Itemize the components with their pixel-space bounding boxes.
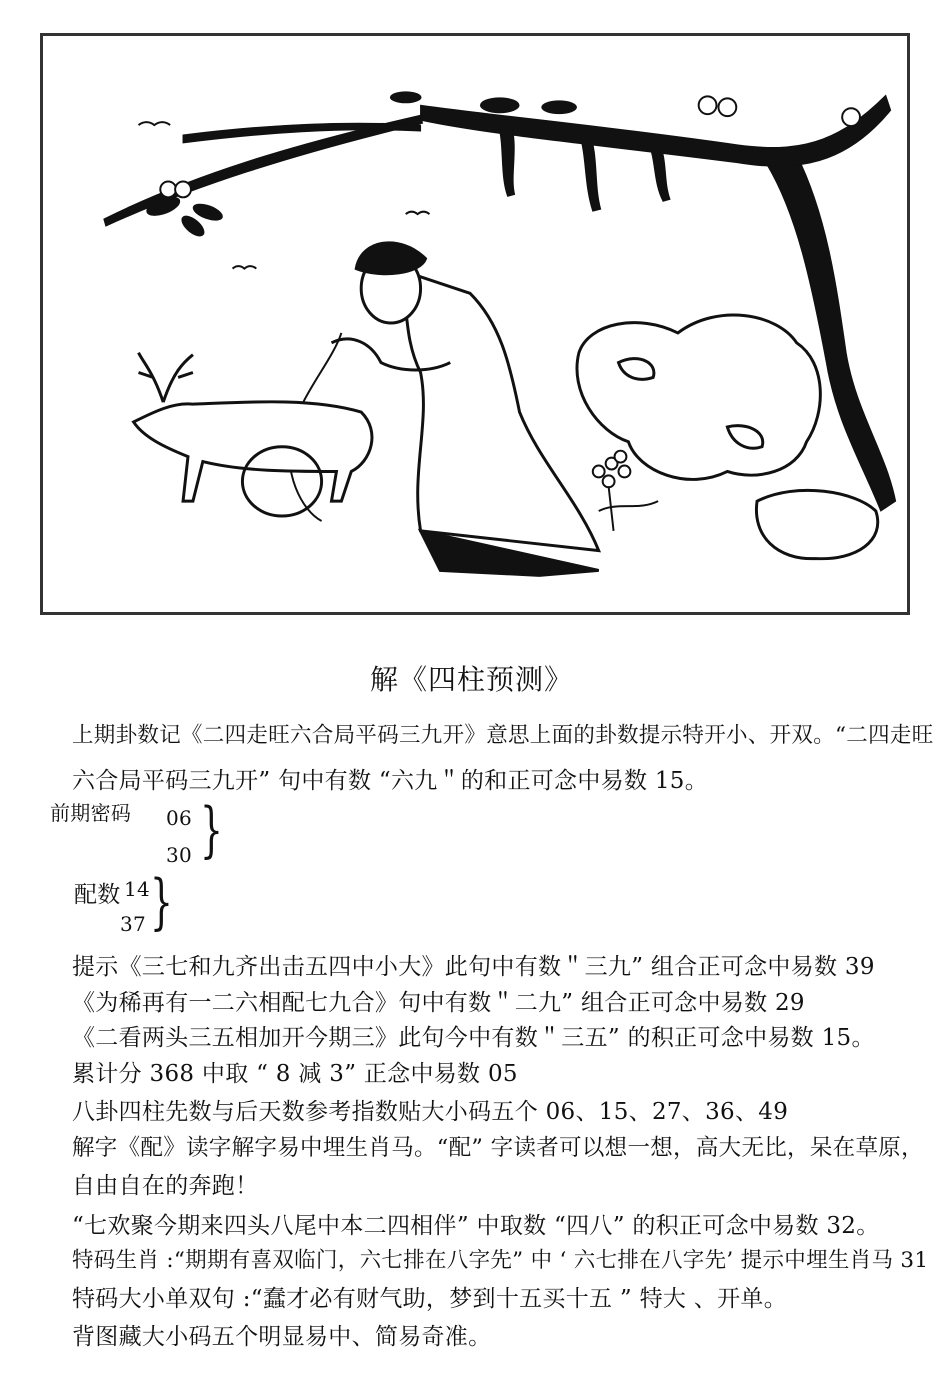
text-line: 自由自在的奔跑！ bbox=[72, 1173, 259, 1199]
pairing-code-1: 14 bbox=[124, 877, 151, 901]
text-line: 特码大小单双句 :“蠢才必有财气助，梦到十五买十五 ” 特大 、开单。 bbox=[72, 1286, 788, 1312]
text-line: 累计分 368 中取 “ 8 减 3” 正念中易数 05 bbox=[72, 1061, 518, 1087]
text-line: 提示《三七和九齐出击五四中小大》此句中有数＂三九” 组合正可念中易数 39 bbox=[72, 954, 875, 980]
pairing-label: 配数 bbox=[74, 882, 121, 908]
intro-line-2: 六合局平码三九开” 句中有数 “六九＂的和正可念中易数 15。 bbox=[72, 768, 709, 794]
text-line: 《为稀再有一二六相配七九合》句中有数＂二九” 组合正可念中易数 29 bbox=[72, 990, 805, 1016]
text-line: 《二看两头三五相加开今期三》此句今中有数＂三五” 的积正可念中易数 15。 bbox=[72, 1025, 875, 1051]
previous-code-1: 06 bbox=[166, 806, 193, 830]
deer bbox=[134, 353, 372, 516]
page-title: 解《四柱预测》 bbox=[369, 663, 573, 696]
intro-line-1: 上期卦数记《二四走旺六合局平码三九开》意思上面的卦数提示特开小、开双。“二四走旺 bbox=[72, 723, 934, 748]
woman-with-deer-illustration bbox=[43, 36, 907, 612]
text-line: “七欢聚今期来四头八尾中本二四相伴” 中取数 “四八” 的积正可念中易数 32。 bbox=[72, 1213, 880, 1239]
text-line: 背图藏大小码五个明显易中、简易奇准。 bbox=[72, 1324, 492, 1350]
flowers bbox=[593, 451, 631, 488]
previous-code-2: 30 bbox=[166, 843, 193, 867]
text-line: 八卦四柱先数与后天数参考指数贴大小码五个 06、15、27、36、49 bbox=[72, 1099, 789, 1125]
previous-brace: } bbox=[200, 795, 223, 865]
pairing-code-2: 37 bbox=[120, 912, 147, 936]
text-line: 特码生肖 :“期期有喜双临门，六七排在八字先” 中 ‘ 六七排在八字先’ 提示中埋生肖马 31 bbox=[72, 1248, 929, 1273]
pairing-brace: } bbox=[150, 867, 173, 937]
text-line: 解字《配》读字解字易中埋生肖马。“配” 字读者可以想一想，高大无比，呆在草原， bbox=[72, 1135, 924, 1161]
illustration-frame bbox=[40, 33, 910, 615]
previous-code-label: 前期密码 bbox=[50, 801, 132, 825]
